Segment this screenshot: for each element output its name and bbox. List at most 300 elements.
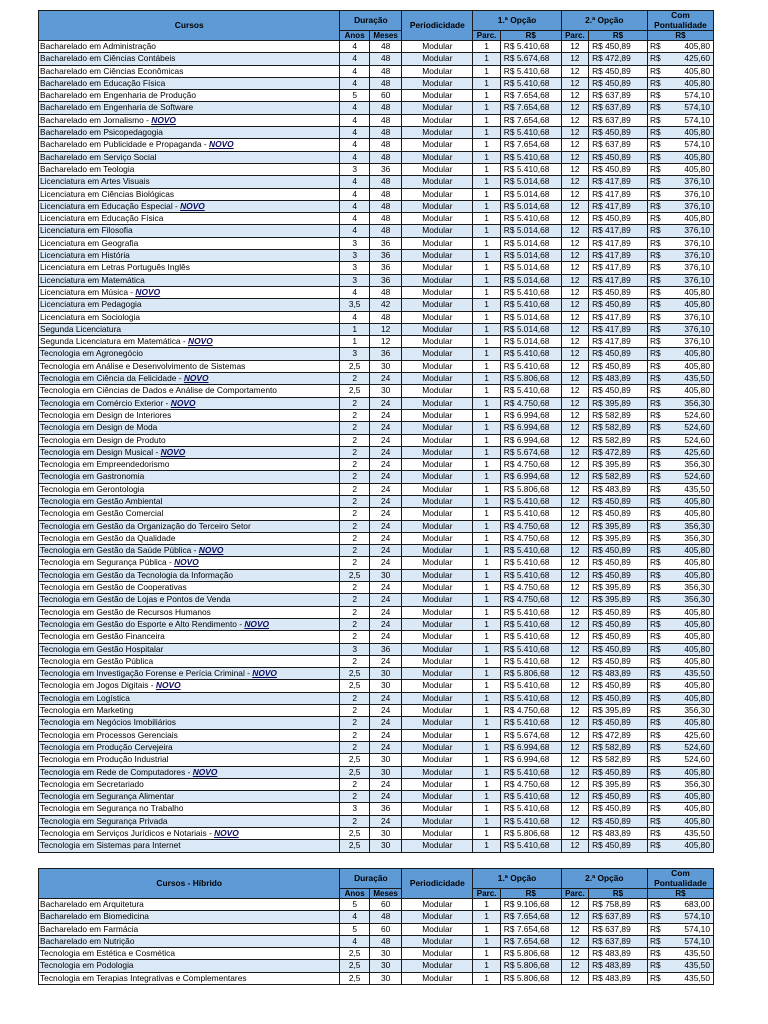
option1-installments: 1 — [473, 692, 500, 704]
option2-installments: 12 — [561, 250, 588, 262]
duration-years: 4 — [340, 213, 369, 225]
periodicity: Modular — [402, 972, 473, 984]
duration-years: 4 — [340, 102, 369, 114]
option1-price: R$ 6.994,68 — [500, 754, 561, 766]
punctuality-currency: R$ — [649, 41, 661, 51]
course-name: Licenciatura em Sociologia — [40, 311, 141, 322]
punctuality-price-cell — [647, 680, 713, 692]
punctuality-currency: R$ — [649, 127, 661, 138]
header-currency-3: R$ — [647, 889, 713, 899]
option2-price: R$ 637,89 — [589, 114, 648, 126]
punctuality-price: 405,80 — [684, 692, 710, 703]
option2-price: R$ 395,89 — [589, 582, 648, 594]
table-row — [39, 778, 714, 790]
punctuality-currency: R$ — [649, 225, 661, 236]
option1-installments: 1 — [473, 102, 500, 114]
punctuality-price-cell — [647, 237, 713, 249]
periodicity: Modular — [402, 815, 473, 827]
table-row — [39, 594, 714, 606]
option1-price: R$ 5.014,68 — [500, 200, 561, 212]
option2-installments: 12 — [561, 360, 588, 372]
punctuality-price: 376,10 — [684, 200, 710, 211]
duration-months: 48 — [369, 311, 401, 323]
periodicity: Modular — [402, 348, 473, 360]
punctuality-price-cell — [647, 582, 713, 594]
periodicity: Modular — [402, 77, 473, 89]
punctuality-currency: R$ — [649, 90, 661, 101]
periodicity: Modular — [402, 840, 473, 852]
option1-installments: 1 — [473, 336, 500, 348]
punctuality-currency: R$ — [649, 668, 661, 679]
duration-months: 30 — [369, 569, 401, 581]
punctuality-currency: R$ — [649, 606, 661, 617]
course-name-cell — [39, 935, 340, 947]
new-badge: NOVO — [183, 373, 209, 384]
table-row — [39, 643, 714, 655]
punctuality-currency: R$ — [649, 508, 661, 519]
duration-months: 48 — [369, 176, 401, 188]
option1-price: R$ 5.806,68 — [500, 828, 561, 840]
course-name-cell — [39, 348, 340, 360]
new-badge: NOVO — [188, 336, 213, 347]
option1-price: R$ 5.410,68 — [500, 840, 561, 852]
punctuality-price-cell — [647, 766, 713, 778]
option2-installments: 12 — [561, 139, 588, 151]
duration-months: 48 — [369, 139, 401, 151]
new-badge: NOVO — [209, 139, 234, 150]
option2-price: R$ 450,89 — [589, 618, 648, 630]
option2-price: R$ 450,89 — [589, 557, 648, 569]
course-name: Tecnologia em Podologia — [40, 960, 134, 971]
option2-price: R$ 450,89 — [589, 569, 648, 581]
option1-installments: 1 — [473, 495, 500, 507]
punctuality-currency: R$ — [649, 618, 661, 629]
option2-price: R$ 417,89 — [589, 200, 648, 212]
periodicity: Modular — [402, 90, 473, 102]
punctuality-currency: R$ — [649, 557, 661, 568]
option1-installments: 1 — [473, 274, 500, 286]
duration-months: 24 — [369, 459, 401, 471]
option1-installments: 1 — [473, 655, 500, 667]
punctuality-price-cell — [647, 606, 713, 618]
duration-months: 30 — [369, 828, 401, 840]
periodicity: Modular — [402, 717, 473, 729]
option1-price: R$ 4.750,68 — [500, 397, 561, 409]
course-name-cell — [39, 948, 340, 960]
punctuality-price-cell — [647, 299, 713, 311]
punctuality-price: 405,80 — [684, 717, 710, 728]
periodicity: Modular — [402, 828, 473, 840]
course-name: Bacharelado em Ciências Contábeis — [40, 53, 176, 64]
course-name-cell — [39, 840, 340, 852]
duration-months: 30 — [369, 360, 401, 372]
option1-price: R$ 4.750,68 — [500, 532, 561, 544]
option1-installments: 1 — [473, 668, 500, 680]
option1-price: R$ 4.750,68 — [500, 459, 561, 471]
option2-installments: 12 — [561, 434, 588, 446]
punctuality-price-cell — [647, 200, 713, 212]
punctuality-price: 524,60 — [684, 422, 710, 433]
duration-months: 24 — [369, 434, 401, 446]
punctuality-price: 376,10 — [684, 274, 710, 285]
course-name: Tecnologia em Gestão Hospitalar — [40, 643, 164, 654]
duration-years: 2 — [340, 532, 369, 544]
option2-price: R$ 450,89 — [589, 545, 648, 557]
option1-installments: 1 — [473, 53, 500, 65]
option2-price: R$ 483,89 — [589, 828, 648, 840]
duration-months: 24 — [369, 717, 401, 729]
course-name: Tecnologia em Produção Industrial — [40, 754, 169, 765]
option2-installments: 12 — [561, 151, 588, 163]
option2-installments: 12 — [561, 446, 588, 458]
punctuality-currency: R$ — [649, 569, 661, 580]
punctuality-price: 405,80 — [684, 65, 710, 76]
duration-years: 2 — [340, 606, 369, 618]
course-name-cell — [39, 114, 340, 126]
course-name-cell — [39, 250, 340, 262]
option1-installments: 1 — [473, 508, 500, 520]
course-name-cell — [39, 557, 340, 569]
table-row — [39, 176, 714, 188]
table-row — [39, 250, 714, 262]
option1-installments: 1 — [473, 741, 500, 753]
course-name-cell — [39, 766, 340, 778]
punctuality-price: 356,30 — [684, 397, 710, 408]
punctuality-price-cell — [647, 948, 713, 960]
hybrid-courses-price-table — [38, 868, 714, 985]
punctuality-currency: R$ — [649, 348, 661, 359]
table-row — [39, 336, 714, 348]
header-option-2: 2.ª Opção — [561, 11, 647, 31]
course-name-cell — [39, 77, 340, 89]
option2-installments: 12 — [561, 299, 588, 311]
option2-installments: 12 — [561, 471, 588, 483]
duration-months: 36 — [369, 262, 401, 274]
course-name: Tecnologia em Design de Produto — [40, 434, 166, 445]
duration-years: 4 — [340, 188, 369, 200]
course-name-cell — [39, 41, 340, 53]
option2-price: R$ 472,89 — [589, 729, 648, 741]
duration-years: 2 — [340, 397, 369, 409]
punctuality-price-cell — [647, 225, 713, 237]
course-name-cell — [39, 373, 340, 385]
duration-months: 30 — [369, 960, 401, 972]
punctuality-currency: R$ — [649, 911, 661, 922]
duration-years: 3 — [340, 262, 369, 274]
option2-installments: 12 — [561, 422, 588, 434]
punctuality-price-cell — [647, 532, 713, 544]
punctuality-currency: R$ — [649, 360, 661, 371]
option2-price: R$ 417,89 — [589, 336, 648, 348]
punctuality-price: 376,10 — [684, 250, 710, 261]
option2-installments: 12 — [561, 385, 588, 397]
duration-months: 24 — [369, 373, 401, 385]
option1-price: R$ 5.410,68 — [500, 65, 561, 77]
course-name-cell — [39, 483, 340, 495]
punctuality-price: 425,60 — [684, 729, 710, 740]
option2-installments: 12 — [561, 778, 588, 790]
course-name: Bacharelado em Ciências Econômicas — [40, 65, 184, 76]
option2-installments: 12 — [561, 569, 588, 581]
option2-price: R$ 395,89 — [589, 532, 648, 544]
punctuality-currency: R$ — [649, 532, 661, 543]
option2-installments: 12 — [561, 336, 588, 348]
option1-installments: 1 — [473, 766, 500, 778]
option1-installments: 1 — [473, 188, 500, 200]
course-name: Tecnologia em Gestão Comercial — [40, 508, 164, 519]
option2-price: R$ 417,89 — [589, 311, 648, 323]
course-name: Tecnologia em Gestão Financeira — [40, 631, 165, 642]
periodicity: Modular — [402, 237, 473, 249]
periodicity: Modular — [402, 139, 473, 151]
duration-months: 48 — [369, 225, 401, 237]
option2-installments: 12 — [561, 668, 588, 680]
duration-months: 12 — [369, 336, 401, 348]
option1-price: R$ 7.654,68 — [500, 911, 561, 923]
course-name: Tecnologia em Gestão Ambiental — [40, 495, 163, 506]
new-badge: NOVO — [170, 397, 196, 408]
course-name-cell — [39, 151, 340, 163]
course-name: Tecnologia em Negócios Imobiliários — [40, 717, 176, 728]
course-name: Bacharelado em Biomedicina — [40, 911, 149, 922]
course-name: Tecnologia em Gerontologia — [40, 483, 145, 494]
option1-price: R$ 5.410,68 — [500, 655, 561, 667]
course-name: Tecnologia em Serviços Jurídicos e Notariais - — [40, 828, 215, 838]
option2-price: R$ 450,89 — [589, 606, 648, 618]
course-name-cell — [39, 495, 340, 507]
punctuality-price-cell — [647, 446, 713, 458]
option2-installments: 12 — [561, 65, 588, 77]
option2-price: R$ 450,89 — [589, 163, 648, 175]
periodicity: Modular — [402, 200, 473, 212]
table-row — [39, 360, 714, 372]
punctuality-price: 405,80 — [684, 606, 710, 617]
punctuality-price: 356,30 — [684, 520, 710, 531]
duration-years: 3 — [340, 250, 369, 262]
course-name: Tecnologia em Gestão de Lojas e Pontos de Venda — [40, 594, 231, 605]
punctuality-price-cell — [647, 778, 713, 790]
punctuality-price-cell — [647, 717, 713, 729]
option2-price: R$ 483,89 — [589, 972, 648, 984]
punctuality-price: 405,80 — [684, 213, 710, 224]
periodicity: Modular — [402, 545, 473, 557]
new-badge: NOVO — [135, 286, 161, 297]
punctuality-currency: R$ — [649, 286, 661, 297]
duration-months: 48 — [369, 102, 401, 114]
course-name: Tecnologia em Empreendedorismo — [40, 459, 170, 470]
punctuality-currency: R$ — [649, 815, 661, 826]
option1-installments: 1 — [473, 705, 500, 717]
option1-installments: 1 — [473, 923, 500, 935]
course-name-cell — [39, 213, 340, 225]
course-name-cell — [39, 643, 340, 655]
option1-installments: 1 — [473, 935, 500, 947]
periodicity: Modular — [402, 705, 473, 717]
punctuality-price-cell — [647, 360, 713, 372]
punctuality-price: 405,80 — [684, 360, 710, 371]
punctuality-price: 376,10 — [684, 262, 710, 273]
periodicity: Modular — [402, 360, 473, 372]
course-name-cell — [39, 729, 340, 741]
duration-months: 36 — [369, 274, 401, 286]
periodicity: Modular — [402, 606, 473, 618]
course-name-cell — [39, 923, 340, 935]
table-row — [39, 508, 714, 520]
option2-installments: 12 — [561, 545, 588, 557]
course-name: Licenciatura em Letras Português Inglês — [40, 262, 190, 273]
course-name: Tecnologia em Segurança no Trabalho — [40, 803, 184, 814]
duration-months: 24 — [369, 606, 401, 618]
option2-installments: 12 — [561, 114, 588, 126]
periodicity: Modular — [402, 618, 473, 630]
periodicity: Modular — [402, 692, 473, 704]
duration-years: 5 — [340, 899, 369, 911]
duration-months: 36 — [369, 348, 401, 360]
course-name-cell — [39, 582, 340, 594]
option2-installments: 12 — [561, 176, 588, 188]
duration-months: 48 — [369, 65, 401, 77]
punctuality-currency: R$ — [649, 471, 661, 482]
option1-price: R$ 7.654,68 — [500, 102, 561, 114]
option2-installments: 12 — [561, 237, 588, 249]
punctuality-price-cell — [647, 899, 713, 911]
new-badge: NOVO — [214, 828, 239, 838]
duration-years: 2 — [340, 815, 369, 827]
duration-years: 2,5 — [340, 680, 369, 692]
option1-price: R$ 7.654,68 — [500, 923, 561, 935]
duration-months: 36 — [369, 643, 401, 655]
table-row — [39, 139, 714, 151]
option1-price: R$ 5.410,68 — [500, 766, 561, 778]
punctuality-price-cell — [647, 336, 713, 348]
option2-price: R$ 450,89 — [589, 840, 648, 852]
duration-years: 2 — [340, 717, 369, 729]
table-row — [39, 262, 714, 274]
course-name: Licenciatura em Matemática — [40, 274, 145, 285]
course-name-cell — [39, 336, 340, 348]
duration-months: 24 — [369, 397, 401, 409]
option1-price: R$ 6.994,68 — [500, 422, 561, 434]
duration-months: 24 — [369, 655, 401, 667]
option2-price: R$ 417,89 — [589, 250, 648, 262]
option1-installments: 1 — [473, 311, 500, 323]
punctuality-price: 524,60 — [684, 754, 710, 765]
course-name: Bacharelado em Educação Física — [40, 77, 166, 88]
duration-months: 24 — [369, 582, 401, 594]
table-row — [39, 459, 714, 471]
option2-installments: 12 — [561, 618, 588, 630]
option2-price: R$ 450,89 — [589, 348, 648, 360]
table-row — [39, 935, 714, 947]
option2-price: R$ 450,89 — [589, 127, 648, 139]
punctuality-price: 574,10 — [684, 935, 710, 946]
duration-years: 4 — [340, 176, 369, 188]
duration-years: 4 — [340, 151, 369, 163]
punctuality-price-cell — [647, 163, 713, 175]
new-badge: NOVO — [155, 680, 181, 691]
course-name-cell — [39, 569, 340, 581]
option1-price: R$ 5.410,68 — [500, 557, 561, 569]
option1-price: R$ 5.410,68 — [500, 717, 561, 729]
punctuality-price-cell — [647, 545, 713, 557]
duration-years: 2 — [340, 655, 369, 667]
option2-installments: 12 — [561, 520, 588, 532]
course-name-cell — [39, 899, 340, 911]
course-name-cell — [39, 397, 340, 409]
punctuality-price-cell — [647, 972, 713, 984]
punctuality-currency: R$ — [649, 520, 661, 531]
course-name: Bacharelado em Publicidade e Propaganda - — [40, 139, 210, 150]
course-name-cell — [39, 911, 340, 923]
course-name-cell — [39, 262, 340, 274]
option1-price: R$ 5.410,68 — [500, 643, 561, 655]
periodicity: Modular — [402, 729, 473, 741]
option2-price: R$ 483,89 — [589, 373, 648, 385]
duration-years: 2,5 — [340, 960, 369, 972]
punctuality-price-cell — [647, 729, 713, 741]
option2-price: R$ 450,89 — [589, 803, 648, 815]
duration-months: 12 — [369, 323, 401, 335]
table-row — [39, 705, 714, 717]
punctuality-currency: R$ — [649, 545, 661, 556]
option1-price: R$ 5.014,68 — [500, 311, 561, 323]
periodicity: Modular — [402, 225, 473, 237]
course-name-cell — [39, 385, 340, 397]
option2-price: R$ 417,89 — [589, 176, 648, 188]
table-row — [39, 948, 714, 960]
punctuality-price-cell — [647, 803, 713, 815]
duration-years: 2 — [340, 459, 369, 471]
new-badge: NOVO — [198, 545, 224, 556]
duration-years: 3,5 — [340, 299, 369, 311]
option2-price: R$ 637,89 — [589, 935, 648, 947]
duration-years: 2 — [340, 471, 369, 483]
option2-installments: 12 — [561, 680, 588, 692]
punctuality-price-cell — [647, 815, 713, 827]
option1-price: R$ 5.410,68 — [500, 127, 561, 139]
option1-price: R$ 6.994,68 — [500, 409, 561, 421]
punctuality-price: 376,10 — [684, 336, 710, 347]
punctuality-price: 524,60 — [684, 409, 710, 420]
punctuality-currency: R$ — [649, 188, 661, 199]
punctuality-currency: R$ — [649, 972, 661, 983]
option2-installments: 12 — [561, 655, 588, 667]
table-row — [39, 323, 714, 335]
new-badge: NOVO — [151, 114, 176, 125]
periodicity: Modular — [402, 508, 473, 520]
option1-installments: 1 — [473, 471, 500, 483]
punctuality-currency: R$ — [649, 483, 661, 494]
duration-years: 2,5 — [340, 385, 369, 397]
course-name: Tecnologia em Gestão Pública — [40, 655, 154, 666]
course-name-cell — [39, 594, 340, 606]
punctuality-currency: R$ — [649, 311, 661, 322]
option1-price: R$ 5.806,68 — [500, 373, 561, 385]
option1-installments: 1 — [473, 569, 500, 581]
option1-installments: 1 — [473, 631, 500, 643]
option1-price: R$ 5.410,68 — [500, 163, 561, 175]
periodicity: Modular — [402, 483, 473, 495]
option2-price: R$ 637,89 — [589, 911, 648, 923]
duration-months: 36 — [369, 803, 401, 815]
option2-price: R$ 483,89 — [589, 960, 648, 972]
duration-months: 24 — [369, 778, 401, 790]
periodicity: Modular — [402, 163, 473, 175]
periodicity: Modular — [402, 188, 473, 200]
option1-installments: 1 — [473, 176, 500, 188]
course-name: Tecnologia em Segurança Pública - — [40, 557, 175, 568]
duration-years: 2 — [340, 434, 369, 446]
